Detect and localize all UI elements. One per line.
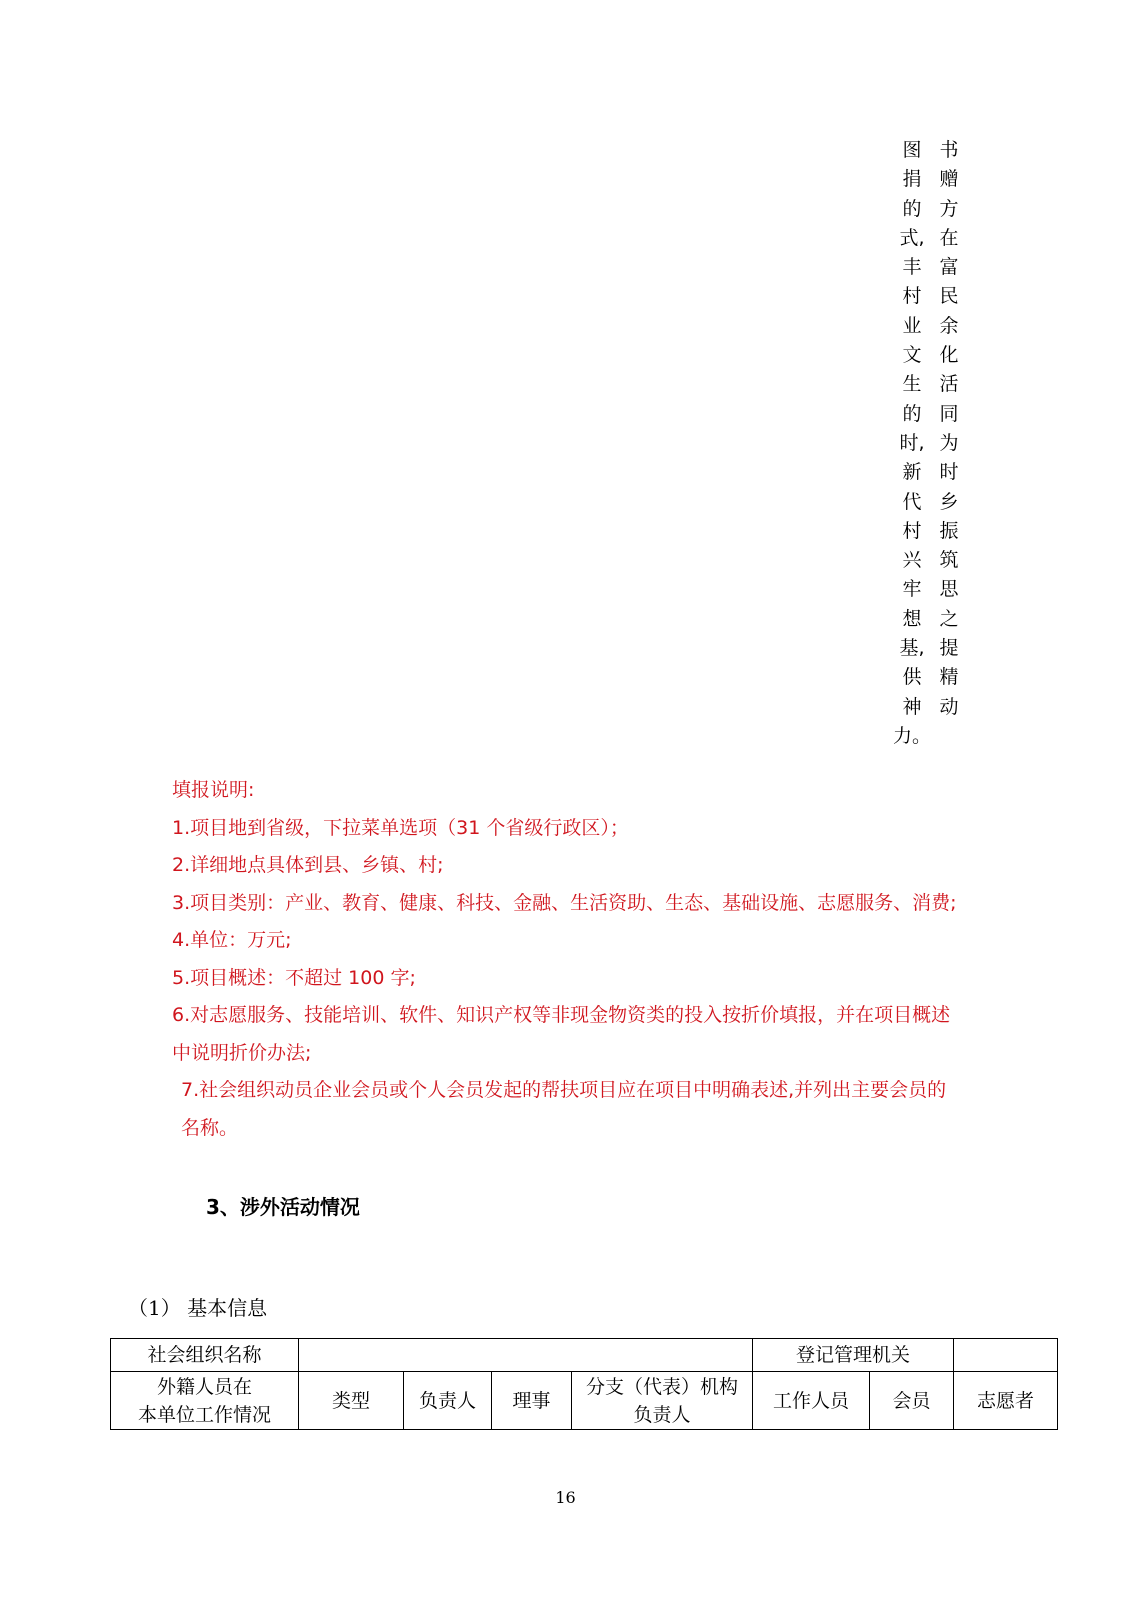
vertical-char: 时, [899,431,925,454]
vertical-char: 的 [902,402,922,425]
foreign-staff-row-header [111,1372,299,1430]
vertical-char: 兴 [902,549,922,572]
vertical-char: 代 [902,490,922,513]
instructions-heading: 填报说明: [172,779,255,801]
instruction-item: 7.社会组织动员企业会员或个人会员发起的帮扶项目应在项目中明确表述,并列出主要会员的名称。 [181,1079,947,1139]
vertical-text-right-column [936,136,962,722]
vertical-char: 村 [902,519,922,542]
vertical-char: 活 [939,373,959,396]
vertical-char: 图 [902,139,922,161]
instruction-item: 5.项目概述：不超过 100 字; [172,966,416,989]
foreign-staff-header-line1: 外籍人员在 [156,1375,252,1398]
vertical-char: 振 [939,519,959,542]
subsection-title: （1） 基本信息 [128,1296,268,1320]
vertical-char: 富 [939,256,959,279]
vertical-char: 神 [902,695,922,718]
vertical-char: 力。 [893,724,932,747]
vertical-char: 化 [939,344,959,367]
instruction-item: 3.项目类别：产业、教育、健康、科技、金融、生活资助、生态、基础设施、志愿服务、消费; [172,891,957,914]
vertical-char: 思 [939,578,959,601]
basic-info-table [110,1338,1058,1430]
vertical-char: 方 [939,197,959,220]
vertical-char: 文 [902,344,922,367]
vertical-char: 供 [902,666,922,689]
column-branch-head [572,1372,753,1430]
vertical-char: 在 [939,226,959,249]
vertical-char: 为 [939,431,959,454]
column-staff: 工作人员 [753,1372,870,1430]
vertical-char: 基, [899,637,925,660]
vertical-char: 捐 [902,168,922,191]
org-name-field[interactable] [299,1339,753,1372]
column-director: 理事 [492,1372,572,1430]
vertical-char: 余 [939,314,959,337]
vertical-char: 筑 [939,549,959,572]
vertical-char: 想 [902,607,922,630]
vertical-char: 新 [902,461,922,484]
branch-head-line1: 分支（代表）机构 [585,1375,738,1398]
registration-authority-label: 登记管理机关 [753,1339,954,1372]
column-principal: 负责人 [404,1372,492,1430]
table-row [111,1372,1058,1430]
table-row [111,1339,1058,1372]
instruction-item: 6.对志愿服务、技能培训、软件、知识产权等非现金物资类的投入按折价填报，并在项目概述中说明折价办法; [172,1004,951,1064]
page-number: 16 [555,1488,576,1507]
org-name-label: 社会组织名称 [111,1339,299,1372]
column-member: 会员 [870,1372,954,1430]
vertical-char: 之 [939,607,959,630]
fill-in-instructions [172,772,962,1147]
instruction-item: 4.单位：万元; [172,929,292,951]
vertical-char: 同 [939,402,959,425]
vertical-char: 式, [899,226,925,249]
instruction-item: 2.详细地点具体到县、乡镇、村; [172,854,444,876]
vertical-char: 书 [939,139,959,161]
vertical-char: 提 [939,637,959,660]
vertical-char: 时 [939,461,959,484]
vertical-char: 业 [902,314,922,337]
vertical-char: 乡 [939,490,959,513]
vertical-char: 动 [939,695,959,718]
vertical-char: 生 [902,373,922,396]
registration-authority-field[interactable] [954,1339,1058,1372]
vertical-char: 精 [939,666,959,689]
instruction-item: 1.项目地到省级，下拉菜单选项（31 个省级行政区）； [172,816,629,839]
branch-head-line2: 负责人 [633,1403,691,1426]
vertical-char: 丰 [902,256,922,279]
column-type: 类型 [299,1372,404,1430]
vertical-char: 牢 [902,578,922,601]
foreign-staff-header-line2: 本单位工作情况 [137,1403,271,1426]
section-title: 3、涉外活动情况 [206,1195,360,1219]
vertical-char: 的 [902,197,922,220]
vertical-text-left-column [893,136,932,751]
vertical-char: 赠 [939,168,959,191]
column-volunteer: 志愿者 [954,1372,1058,1430]
vertical-char: 村 [902,285,922,308]
vertical-char: 民 [939,285,959,308]
